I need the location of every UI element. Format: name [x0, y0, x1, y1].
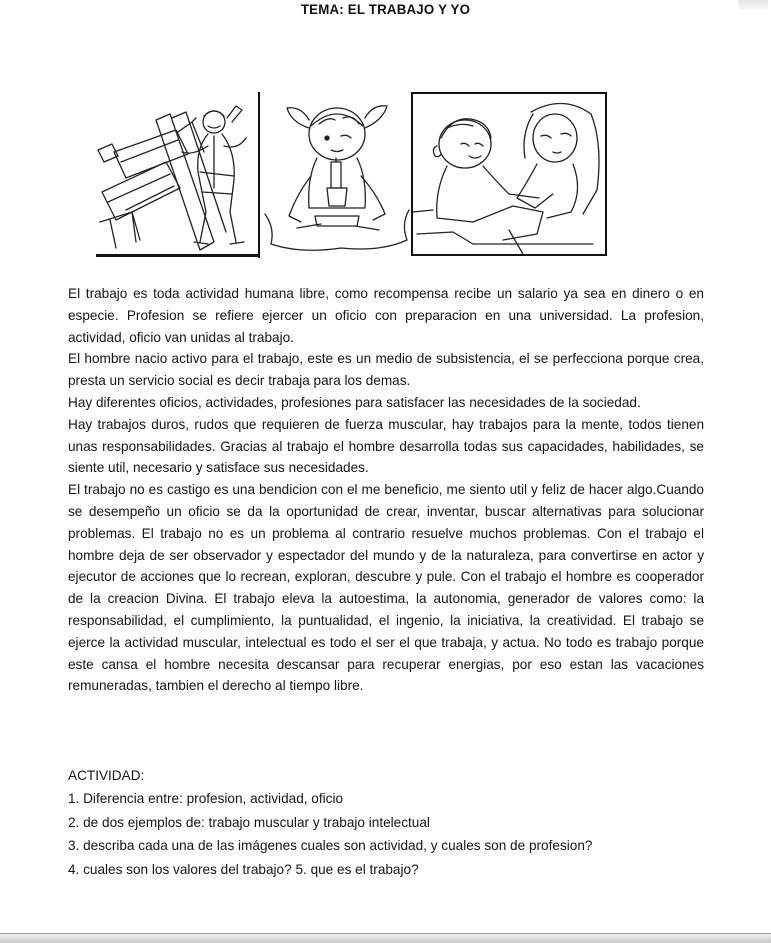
body-text: [68, 283, 704, 697]
carpenter-illustration: [96, 92, 260, 258]
corner-fold: [738, 0, 768, 10]
page-title: TEMA: EL TRABAJO Y YO: [300, 1, 471, 17]
girl-microscope-illustration: [261, 98, 411, 254]
paragraph: El hombre nacio activo para el trabajo, este es un medio de subsistencia, el se perfecciona porque crea, presta un servicio social es decir trabaja para los demas.: [68, 351, 704, 389]
activity-item: 1. Diferencia entre: profesion, actividad, oficio: [68, 791, 344, 807]
illustrations: [96, 92, 616, 258]
paragraph: El trabajo no es castigo es una bendicion con el me beneficio, me siento util y feliz de hacer algo.Cuando se desempeño un oficio se da la oportunidad de crear, inventar, buscar alternativas para solucionar problemas. El trabajo no es un problema al contrario resuelve muchos problemas. Con el trabajo el hombre deja de ser observador y espectador del mundo y de la naturaleza, para convertirse en actor y ejecutor de acciones que lo recrean, exploran, descubre y pule. Con el trabajo el hombre es cooperador de la creacion Divina. El trabajo eleva la autoestima, la autonomia, generador de valores como: la responsabilidad, el cumplimiento, la puntualidad, el ingenio, la iniciativa, la creatividad. El trabajo se ejerce la actividad muscular, intelectual es todo el ser el que trabaja, y actua. No todo es trabajo porque este cansa el hombre necesita descansar para recuperar energias, por eso estan las vacaciones remuneradas, tambien el derecho al tiempo libre.: [68, 482, 704, 694]
activity-item: 2. de dos ejemplos de: trabajo muscular y trabajo intelectual: [68, 814, 430, 830]
activity-heading: ACTIVIDAD:: [68, 768, 145, 783]
activity-section: [68, 764, 708, 881]
nurse-boy-illustration: [411, 92, 607, 256]
paragraph: Hay diferentes oficios, actividades, profesiones para satisfacer las necesidades de la sociedad.: [68, 394, 641, 410]
activity-item: 3. describa cada una de las imágenes cuales son actividad, y cuales son de profesion?: [68, 838, 593, 854]
activity-item: 4. cuales son los valores del trabajo? 5. que es el trabajo?: [68, 861, 419, 877]
paragraph: Hay trabajos duros, rudos que requieren de fuerza muscular, hay trabajos para la mente, todos tienen unas responsabilidades. Gracias al trabajo el hombre desarrolla todas sus capacidades, habilidades, se siente util, necesario y satisface sus necesidades.: [68, 416, 704, 476]
paragraph: El trabajo es toda actividad humana libre, como recompensa recibe un salario ya sea en dinero o en especie. Profesion se refiere ejercer un oficio con preparacion en una universidad. La profesion, actividad, oficio van unidas al trabajo.: [68, 286, 704, 345]
